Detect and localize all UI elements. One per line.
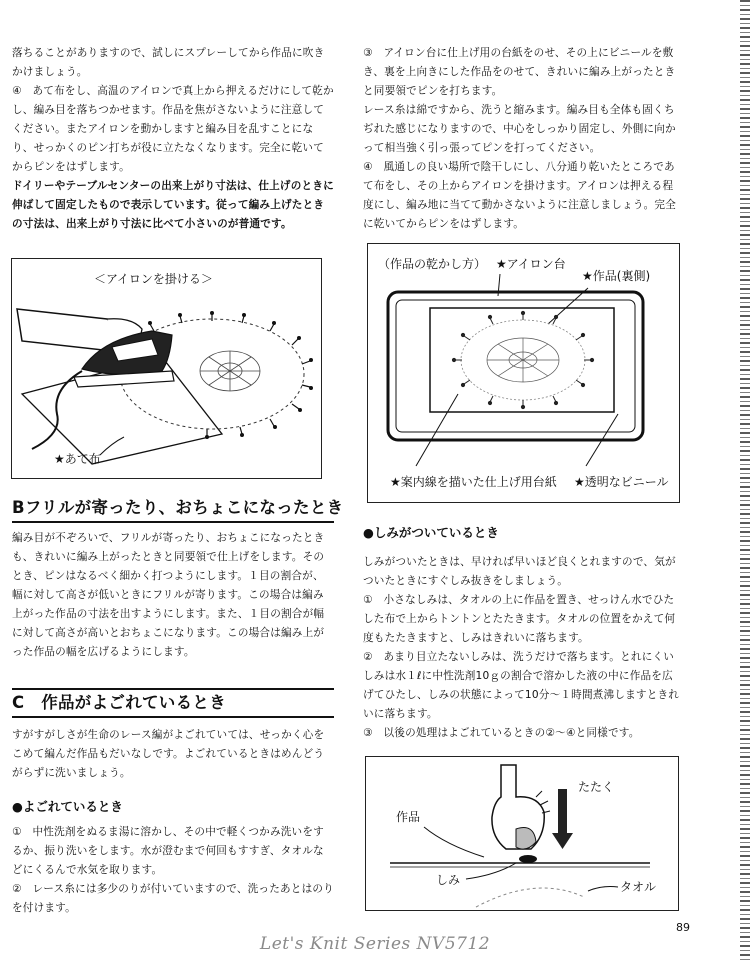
figure-drying-label-board: ★アイロン台 — [496, 257, 566, 271]
figure-drying-label-paper: ★案内線を描いた仕上げ用台紙 — [390, 475, 557, 489]
stains-step-2: ② あまり目立たないしみは、洗うだけで落ちます。とれにくいしみは水１ℓに中性洗剤10ｇの割合で溶かした液の中に作品を広げてひたし、しみの状態によって10分～１時間煮沸しますときれいに落ちます。 — [363, 651, 680, 720]
right-paragraph-2: レース糸は綿ですから、洗うと縮みます。編み目も全体も固くちぢれた感じになりますので、中心をしっかり固定し、外側に向かって相当強く引っ張ってピンを打ってください。 — [363, 104, 676, 154]
section-c — [12, 688, 334, 918]
figure-tapping-label-towel: タオル — [620, 880, 657, 894]
figure-drying — [367, 243, 680, 503]
section-c-title: C 作品がよごれているとき — [12, 688, 334, 718]
footer-series-title: Let's Knit Series NV5712 — [259, 934, 491, 954]
stains-step-1: ① 小さなしみは、タオルの上に作品を置き、せっけん水でひたした布で上からトントンとたたきます。タオルの位置をかえて何度もたたきますと、しみはきれいに落ちます。 — [363, 594, 676, 644]
left-note-bold: ドイリーやテーブルセンターの出来上がり寸法は、仕上げのときに伸ばして固定したもので表示しています。従って編み上げたときの寸法は、出来上がり寸法に比べて小さいのが普通です。 — [12, 180, 334, 230]
figure-iron-title: ＜アイロンを掛ける＞ — [94, 272, 213, 286]
section-c-body: すがすがしさが生命のレース編がよごれていては、せっかく心をこめて編んだ作品もだいなしです。よごれているときはめんどうがらずに洗いましょう。 — [12, 729, 325, 779]
figure-drying-label-piece: ★作品(裏側) — [582, 269, 651, 283]
right-column — [363, 44, 681, 234]
right-paragraph-1: ③ アイロン台に仕上げ用の台紙をのせ、その上にビニールを敷き、裏を上向きにした作品をのせて、きれいに編み上がったときと同要領でピンを打ちます。 — [363, 47, 676, 97]
figure-iron-label-cloth: ★あて布 — [54, 452, 101, 466]
right-paragraph-3: ④ 風通しの良い場所で陰干しにし、八分通り乾いたところであて布をし、その上からアイロンを掛けます。アイロンは押える程度にし、編み地に当てて動かさないように注意しましょう。完全に乾いてからピンをはずします。 — [363, 161, 677, 230]
page-edge-binding — [740, 0, 750, 963]
dirty-step-1: ① 中性洗剤をぬるま湯に溶かし、その中で軽くつかみ洗いをするか、振り洗いをします。水が澄むまで何回もすすぎ、タオルなどにくるんで水気を取ります。 — [12, 826, 324, 876]
section-b-body: 編み目が不ぞろいで、フリルが寄ったり、おちょこになったときも、きれいに編み上がったときと同要領で仕上げをします。そのとき、ピンはなるべく細かく打つようにします。１目の割合が、幅に対して高さが低いときにフリルが寄ります。この場合は編み上がった作品の寸法を出すようにします。また、１目の割合が幅に対して高さが高いとおちょこになります。この場合は編み上がった作品の幅を広げるようにします。 — [12, 532, 325, 658]
left-paragraph-1: 落ちることがありますので、試しにスプレーしてから作品に吹きかけましょう。 — [12, 47, 325, 78]
left-paragraph-2: ④ あて布をし、高温のアイロンで真上から押えるだけにして乾かし、編み目を落ちつかせます。作品を焦がさないように注意してください。またアイロンを動かしますと編み目を乱すことになり、せっかくのピン打ちが役に立たなくなります。完全に乾いてからピンをはずします。 — [12, 85, 334, 173]
section-b — [12, 497, 344, 662]
figure-drying-label-vinyl: ★透明なビニール — [574, 475, 669, 489]
stains-intro: しみがついたときは、早ければ早いほど良くとれますので、気がついたときにすぐしみ抜きをしましょう。 — [363, 556, 676, 587]
left-column — [12, 44, 334, 234]
dirty-step-2: ② レース糸には多少のりが付いていますので、洗ったあとはのりを付けます。 — [12, 883, 334, 914]
dirty-heading: ●よごれているとき — [12, 799, 123, 814]
figure-tapping — [365, 756, 679, 911]
section-b-title: Bフリルが寄ったり、おちょこになったとき — [12, 497, 334, 523]
figure-tapping-label-stain: しみ — [436, 873, 461, 887]
page-number: 89 — [676, 921, 690, 934]
figure-tapping-label-piece: 作品 — [396, 810, 421, 824]
figure-drying-title: （作品の乾かし方） — [378, 257, 487, 271]
stains-heading: ●しみがついているとき — [363, 525, 499, 540]
figure-tapping-label-tap: たたく — [578, 780, 615, 794]
section-stains — [363, 523, 681, 743]
figure-iron — [11, 258, 322, 479]
stains-step-3: ③ 以後の処理はよごれているときの②～④と同様です。 — [363, 727, 640, 739]
